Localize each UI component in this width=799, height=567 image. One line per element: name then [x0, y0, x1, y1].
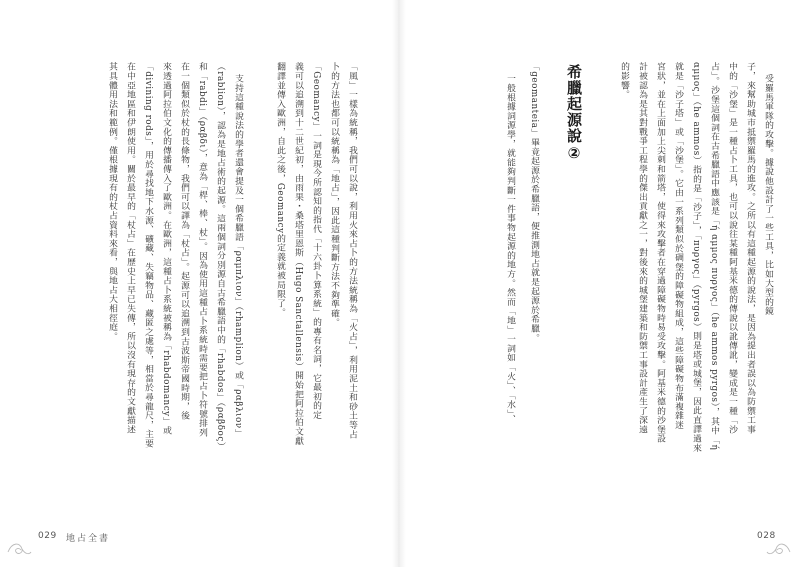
text-column: 其具體用法和範例。僅根據現有的杖占資料來看，與地占大相徑庭。 [107, 62, 117, 341]
left-page [0, 0, 399, 567]
text-column: 「geomanteia」畢竟起源於希臘語，便推測地占就是起源於希臘。 [529, 62, 539, 343]
text-column: 和「rabdi」（ραβδι），意為「桿、棒、杖」。因為使用這種占卜系統時需要把占卜符號排列 [197, 62, 207, 438]
text-column: 卜的方法也都可以統稱為「地占」，因此這種判斷方法不夠準確。 [329, 62, 339, 328]
text-column: 一般根據詞源學，就能夠判斷一件事物起源的地方。然而「地」一詞如「火」、「水」、 [505, 74, 515, 424]
text-column: 「Geomancy」一詞是現今所認知的指代「十六卦卜算系統」的專有名詞，它最初的定 [311, 62, 321, 420]
ornament-swirl-icon [766, 540, 792, 560]
text-column: 在一個類似於杖的長條物，我們可以譯為「杖占」。起源可以追溯到古波斯帝國時期，後 [179, 62, 189, 421]
running-title: 地占全書 [66, 534, 111, 544]
text-column: 來透過阿拉伯文化的傳播傳入了歐洲。在歐洲，這種占卜系統被稱為「rhabdomancy」或 [161, 62, 171, 436]
page-number: 029 [38, 531, 57, 541]
text-column: 就是「沙子塔」或「沙堡」。它由一系列類似於碉堡的障礙物組成，這些障礙物布滿複雜迷 [673, 62, 683, 430]
section-title: 希臘起源說② [565, 64, 583, 163]
text-column: 支持這種說法的學者還會提及一個希臘語「ραμπλιον」（rhamplion）或「ραβλιον」 [233, 74, 243, 438]
right-page [400, 0, 799, 567]
text-column: 義可以追溯到十二世紀初，由雨果・桑塔里恩斯（Hugo Sanctallensis）開始把阿拉伯文獻 [293, 62, 303, 446]
text-column: 「divining rods」，用於尋找地下水源、礦藏、失竊物品、藏匿之處等，相當於尋龍尺，主要 [143, 62, 153, 449]
text-column: 翻譯並傳入歐洲，自此之後，Geomancy的定義就被局限了。 [275, 62, 285, 318]
text-column: 「風」一樣為統稱，我們可以說，利用火來占卜的方法統稱為「火占」，利用泥土和砂土等占 [347, 62, 357, 439]
text-column: 在中亞地區和伊朗使用。關於最早的「杖占」在歷史上早已失傳，所以沒有現存的文獻描述 [125, 62, 135, 434]
text-column: 占」。沙堡這個詞在古希臘語中應該是「ή αμμος πυργος」（he ammos pyrgos），其中「ή [709, 62, 719, 451]
text-column: 宮狀，並在上面加上尖刺和箭塔，使得來攻擊者在穿過障礙物時易受攻擊。阿基米德的沙堡設 [655, 62, 665, 444]
text-column: 中的「沙堡」是一種占卜工具，也可以說往某種阿基米德的傳說以訛傳訛，變成是一種「沙 [727, 62, 737, 434]
text-column: 的影響。 [619, 62, 629, 100]
text-column: αμμος」（he ammos）指的是「沙子」，「πυργος」（pyrgos）則是塔或城堡，因此直譯過來 [691, 62, 701, 453]
text-column: 子，來幫助城市抵禦羅馬的進攻。之所以有這種起源的說法，是因為提出者誤以為防禦工事 [745, 62, 755, 434]
text-column: （rablion），認為是地占術的起源。這兩個詞分別源自古希臘語中的「rhabdos」（ραβδος） [215, 62, 225, 452]
page-number: 028 [757, 531, 776, 541]
ornament-swirl-icon [6, 540, 32, 560]
text-column: 計被認為是其對戰爭工程學的傑出貢獻之一，對後來的城堡建築和防禦工事設計產生了深遠 [637, 62, 647, 434]
text-column: 受羅馬軍隊的攻擊。據說他設計了一些工具，比如大型的鏡 [763, 74, 773, 316]
